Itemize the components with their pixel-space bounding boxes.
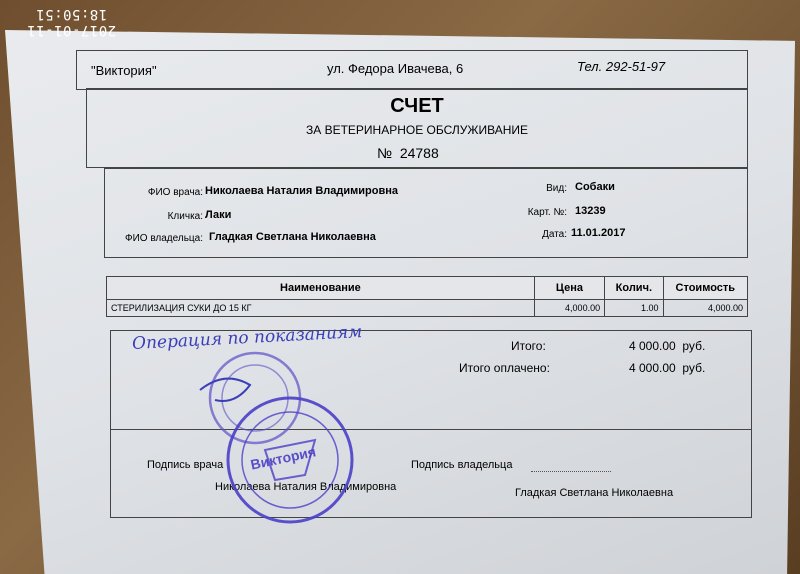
col-name-header: Наименование xyxy=(107,277,535,300)
owner-value: Гладкая Светлана Николаевна xyxy=(209,231,376,243)
cell-total: 4,000.00 xyxy=(663,300,747,317)
owner-signature-label: Подпись владельца xyxy=(411,459,513,471)
stamp-text: Виктория xyxy=(249,443,318,473)
clinic-name: "Виктория" xyxy=(91,63,157,78)
photo-timestamp: 2017-01-11 18:50:51 xyxy=(26,6,117,38)
date-label: Дата: xyxy=(542,229,567,240)
doctor-signature-name: Николаева Наталия Владимировна xyxy=(215,481,397,493)
invoice-number: № 24788 xyxy=(377,145,439,161)
date-value: 11.01.2017 xyxy=(571,227,626,239)
paid-value: 4 000.00 руб. xyxy=(629,361,706,375)
items-table xyxy=(106,276,748,317)
page-title: СЧЕТ xyxy=(390,95,444,117)
page-subtitle: ЗА ВЕТЕРИНАРНОЕ ОБСЛУЖИВАНИЕ xyxy=(305,123,529,137)
clinic-phone: Тел. 292-51-97 xyxy=(577,59,666,74)
col-qty-header: Колич. xyxy=(605,277,663,300)
doctor-label: ФИО врача: xyxy=(147,187,203,198)
species-label: Вид: xyxy=(546,183,567,194)
doctor-value: Николаева Наталия Владимировна xyxy=(205,185,398,197)
stamp-image xyxy=(195,350,365,535)
signature-line xyxy=(531,471,611,472)
pet-name-label: Кличка: xyxy=(167,211,203,222)
title-box xyxy=(86,88,748,168)
card-label: Карт. №: xyxy=(527,207,567,218)
cell-name: СТЕРИЛИЗАЦИЯ СУКИ ДО 15 КГ xyxy=(107,300,535,317)
table-row xyxy=(107,300,748,317)
card-value: 13239 xyxy=(575,205,606,217)
total-value: 4 000.00 руб. xyxy=(629,339,706,353)
col-price-header: Цена xyxy=(534,277,604,300)
cell-qty: 1.00 xyxy=(605,300,663,317)
doctor-signature-label: Подпись врача xyxy=(147,459,224,471)
paid-label: Итого оплачено: xyxy=(459,361,550,375)
pet-name-value: Лаки xyxy=(205,209,232,221)
clinic-address: ул. Федора Ивачева, 6 xyxy=(327,61,464,76)
owner-label: ФИО владельца: xyxy=(124,233,203,244)
total-label: Итого: xyxy=(511,339,546,353)
cell-price: 4,000.00 xyxy=(534,300,604,317)
info-box xyxy=(104,168,748,258)
species-value: Собаки xyxy=(575,181,615,193)
col-total-header: Стоимость xyxy=(663,277,747,300)
owner-signature-name: Гладкая Светлана Николаевна xyxy=(515,487,674,499)
header-row xyxy=(76,50,748,90)
handwritten-note: Операция по показаниям xyxy=(131,321,363,355)
